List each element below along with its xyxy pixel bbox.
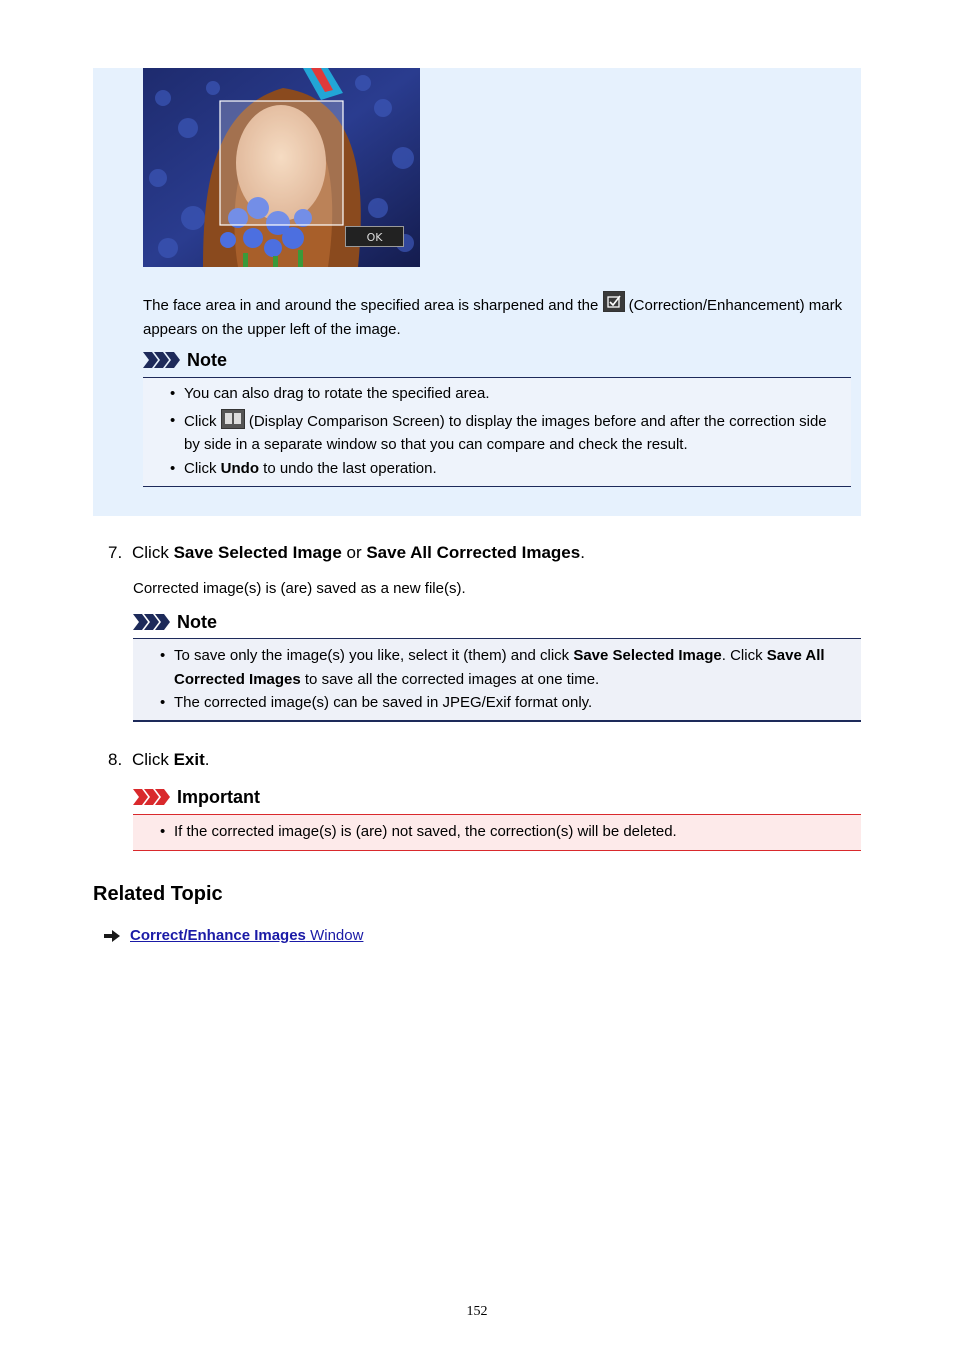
- note-chevrons-icon: [133, 614, 171, 630]
- ok-button[interactable]: OK: [345, 226, 404, 247]
- note-item-click-text: Click: [184, 412, 221, 430]
- face-sharpen-screenshot: [143, 68, 420, 267]
- step-number: 8.: [108, 750, 123, 769]
- list-item: [170, 409, 830, 457]
- save-all-corrected-images-label: Save All Corrected Images: [174, 647, 825, 688]
- note-format: The corrected image(s) can be saved in JPEG/Exif format only.: [174, 694, 593, 711]
- step-text: .: [204, 750, 210, 769]
- note-item-undo-b: to undo the last operation.: [259, 459, 437, 477]
- step-7: [108, 541, 585, 565]
- intro-text-b: (Correction/Enhancement) mark appears on the upper left of the image.: [143, 297, 843, 338]
- list-item: [160, 691, 840, 715]
- note-item-undo-a: Click: [184, 459, 221, 477]
- note-item-compare-text: (Display Comparison Screen) to display the images before and after the correction side by side in a separate window so that you can compare and check the result.: [184, 412, 827, 453]
- intro-paragraph: [143, 291, 843, 342]
- save-selected-image-label: Save Selected Image: [573, 647, 722, 664]
- step-number: 7.: [108, 543, 123, 562]
- page-number: 152: [466, 1304, 488, 1319]
- related-link-row: [104, 924, 363, 948]
- important-item: If the corrected image(s) is (are) not saved, the correction(s) will be deleted.: [174, 823, 677, 840]
- note-box: [133, 638, 861, 722]
- note-heading: [133, 610, 217, 634]
- step-8: [108, 748, 209, 772]
- list-item: [160, 644, 840, 691]
- note-save-a: To save only the image(s) you like, select it (them) and click: [174, 647, 574, 664]
- list-item: [160, 820, 840, 844]
- step-text: .: [580, 543, 585, 562]
- important-heading: [133, 785, 260, 809]
- step-7-description: Corrected image(s) is (are) saved as a new file(s).: [133, 580, 466, 597]
- related-topic-heading: Related Topic: [93, 883, 223, 905]
- link-bold-text: Correct/Enhance Images: [130, 927, 306, 944]
- important-heading-text: Important: [177, 786, 260, 807]
- correction-enhancement-icon: [603, 291, 625, 312]
- list-item: [170, 457, 830, 481]
- note-heading-text: Note: [177, 611, 217, 632]
- note-save-c: to save all the corrected images at one time.: [300, 670, 600, 688]
- important-chevrons-icon: [133, 789, 171, 805]
- note-heading: [143, 348, 227, 372]
- important-box: [133, 814, 861, 851]
- step-text: Click: [132, 750, 174, 769]
- note-save-b: . Click: [721, 647, 767, 664]
- list-item: [170, 382, 830, 406]
- save-selected-image-label: Save Selected Image: [173, 543, 342, 562]
- note-list: [160, 644, 840, 715]
- note-heading-text: Note: [187, 349, 227, 370]
- note-item-drag: You can also drag to rotate the specified area.: [184, 385, 490, 402]
- correct-enhance-images-window-link[interactable]: [130, 924, 363, 948]
- note-list: [170, 382, 830, 480]
- arrow-right-icon: [104, 930, 120, 942]
- note-box: [143, 377, 851, 487]
- step-text: or: [341, 543, 367, 562]
- link-rest-text: Window: [305, 927, 364, 944]
- note-chevrons-icon: [143, 352, 181, 368]
- intro-text-a: The face area in and around the specified area is sharpened and the: [143, 297, 603, 314]
- undo-label: Undo: [220, 459, 259, 477]
- important-list: [160, 820, 840, 844]
- step-text: Click: [132, 543, 174, 562]
- exit-label: Exit: [173, 750, 205, 769]
- display-comparison-screen-icon: [221, 409, 245, 429]
- save-all-corrected-images-label: Save All Corrected Images: [366, 543, 581, 562]
